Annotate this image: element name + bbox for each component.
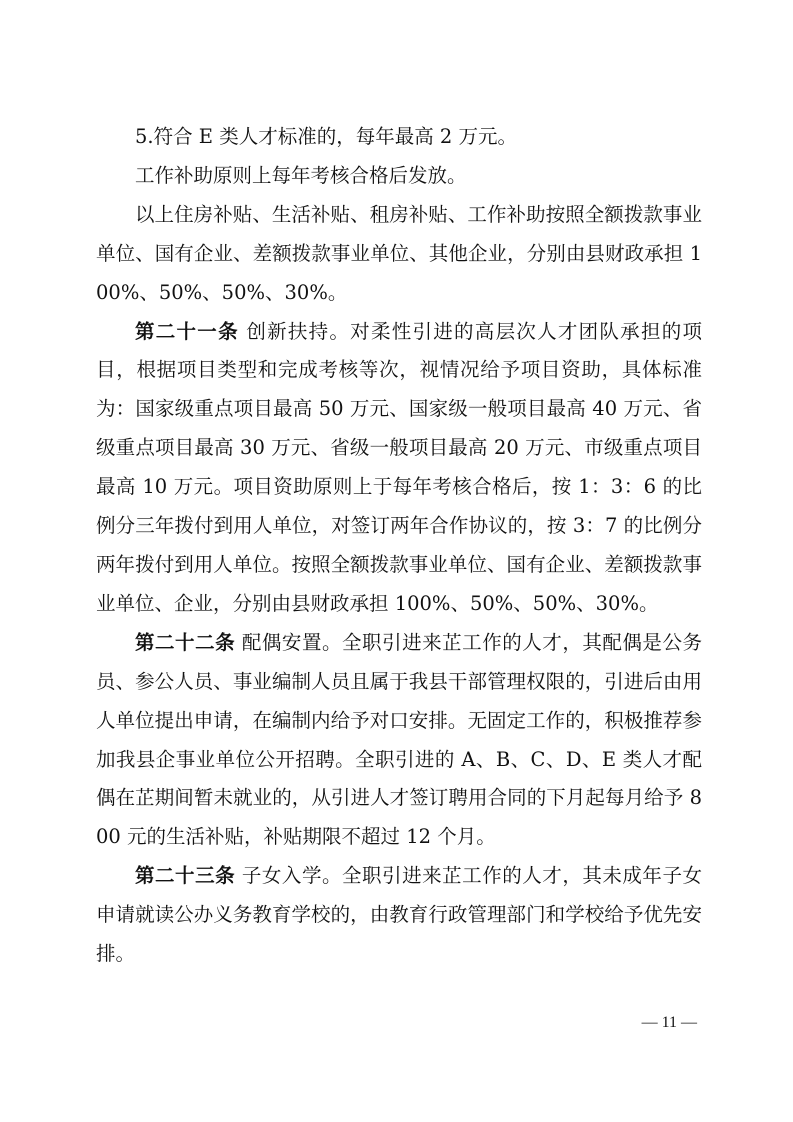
paragraph-work-subsidy xyxy=(96,157,702,196)
article-heading: 第二十二条 xyxy=(135,630,236,654)
paragraph-text: 工作补助原则上每年考核合格后发放。 xyxy=(135,163,467,187)
article-heading: 第二十三条 xyxy=(135,864,236,888)
paragraph-text: 以上住房补贴、生活补贴、租房补贴、工作补助按照全额拨款事业单位、国有企业、差额拨款事业单位、其他企业，分别由县财政承担 100%、50%、50%、30%。 xyxy=(96,202,702,304)
paragraph-item-5 xyxy=(96,118,702,157)
paragraph-subsidy-sharing xyxy=(96,196,702,313)
article-heading: 第二十一条 xyxy=(135,319,239,343)
paragraph-text: 创新扶持。对柔性引进的高层次人才团队承担的项目，根据项目类型和完成考核等次，视情况给予项目资助，具体标准为：国家级重点项目最高 50 万元、国家级一般项目最高 40 万元、省级重点项目最高 30 万元、省级一般项目最高 20 万元、市级重点项目最高 10 万元。项目资助原则上于每年考核合格后，按 1：3：6 的比例分三年拨付到用人单位，对签订两年合作协议的，按 3：7 的比例分两年拨付到用人单位。按照全额拨款事业单位、国有企业、差额拨款事业单位、企业，分别由县财政承担 100%、50%、50%、30%。 xyxy=(96,319,702,615)
paragraph-article-22 xyxy=(96,624,702,857)
paragraph-article-23 xyxy=(96,857,702,974)
document-body xyxy=(96,118,702,974)
paragraph-text: 配偶安置。全职引进来芷工作的人才，其配偶是公务员、参公人员、事业编制人员且属于我县干部管理权限的，引进后由用人单位提出申请，在编制内给予对口安排。无固定工作的，积极推荐参加我县企事业单位公开招聘。全职引进的 A、B、C、D、E 类人才配偶在芷期间暂未就业的，从引进人才签订聘用合同的下月起每月给予 800 元的生活补贴，补贴期限不超过 12 个月。 xyxy=(96,630,702,849)
page-number: — 11 — xyxy=(641,1014,697,1031)
paragraph-article-21 xyxy=(96,313,702,624)
paragraph-text: 5.符合 E 类人才标准的，每年最高 2 万元。 xyxy=(135,125,518,148)
paragraph-text: 子女入学。全职引进来芷工作的人才，其未成年子女申请就读公办义务教育学校的，由教育行政管理部门和学校给予优先安排。 xyxy=(96,864,702,966)
